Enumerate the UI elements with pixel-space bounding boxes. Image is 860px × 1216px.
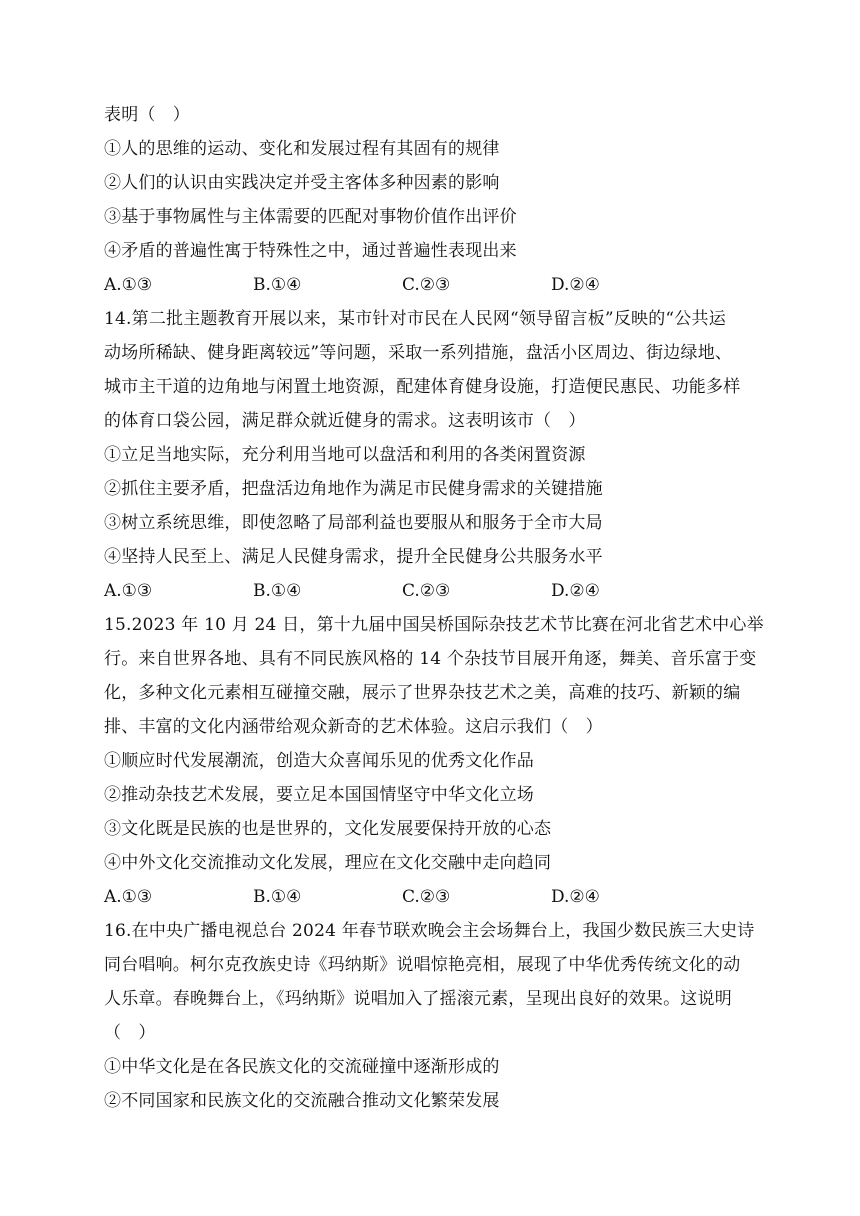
q15-options bbox=[104, 880, 764, 914]
q16-stem-line-2: 同台唱响。柯尔克孜族史诗《玛纳斯》说唱惊艳亮相，展现了中华优秀传统文化的动 bbox=[104, 955, 741, 975]
q14-stem-line-3: 城市主干道的边角地与闲置土地资源，配建体育健身设施，打造便民惠民、功能多样 bbox=[104, 377, 741, 397]
q14-stem-line-4: 的体育口袋公园，满足群众就近健身的需求。这表明该市（ ） bbox=[104, 411, 586, 431]
q13-item-1: ①人的思维的运动、变化和发展过程有其固有的规律 bbox=[104, 139, 500, 159]
q14-option-c: C.②③ bbox=[402, 581, 451, 601]
q14-item-4: ④坚持人民至上、满足人民健身需求，提升全民健身公共服务水平 bbox=[104, 547, 603, 567]
q14-item-2: ②抓住主要矛盾，把盘活边角地作为满足市民健身需求的关键措施 bbox=[104, 479, 603, 499]
q16-stem-line-4: （ ） bbox=[104, 1023, 156, 1043]
q15-option-c: C.②③ bbox=[402, 887, 451, 907]
q14-stem-line-1: 14.第二批主题教育开展以来，某市针对市民在人民网“领导留言板”反映的“公共运 bbox=[104, 309, 726, 329]
q15-option-d: D.②④ bbox=[551, 887, 600, 907]
q14-item-1: ①立足当地实际，充分利用当地可以盘活和利用的各类闲置资源 bbox=[104, 445, 586, 465]
q13-item-4: ④矛盾的普遍性寓于特殊性之中，通过普遍性表现出来 bbox=[104, 241, 517, 261]
q14-option-d: D.②④ bbox=[551, 581, 600, 601]
q13-option-b: B.①④ bbox=[253, 275, 302, 295]
question-content bbox=[104, 98, 764, 1118]
q16-stem-line-3: 人乐章。春晚舞台上，《玛纳斯》说唱加入了摇滚元素，呈现出良好的效果。这说明 bbox=[104, 989, 732, 1009]
q13-item-3: ③基于事物属性与主体需要的匹配对事物价值作出评价 bbox=[104, 207, 517, 227]
q13-option-c: C.②③ bbox=[402, 275, 451, 295]
q15-stem-line-4: 排、丰富的文化内涵带给观众新奇的艺术体验。这启示我们（ ） bbox=[104, 717, 603, 737]
q15-stem-line-2: 行。来自世界各地、具有不同民族风格的 14 个杂技节目展开角逐，舞美、音乐富于变 bbox=[104, 649, 757, 669]
q16-item-2: ②不同国家和民族文化的交流融合推动文化繁荣发展 bbox=[104, 1091, 500, 1111]
q13-options bbox=[104, 268, 764, 302]
q14-item-3: ③树立系统思维，即使忽略了局部利益也要服从和服务于全市大局 bbox=[104, 513, 603, 533]
q15-option-b: B.①④ bbox=[253, 887, 302, 907]
q13-item-2: ②人们的认识由实践决定并受主客体多种因素的影响 bbox=[104, 173, 500, 193]
q15-item-2: ②推动杂技艺术发展，要立足本国国情坚守中华文化立场 bbox=[104, 785, 534, 805]
q15-option-a: A.①③ bbox=[104, 887, 153, 907]
q14-options bbox=[104, 574, 764, 608]
q15-item-1: ①顺应时代发展潮流，创造大众喜闻乐见的优秀文化作品 bbox=[104, 751, 534, 771]
q13-option-a: A.①③ bbox=[104, 275, 153, 295]
q15-item-3: ③文化既是民族的也是世界的，文化发展要保持开放的心态 bbox=[104, 819, 552, 839]
q14-option-a: A.①③ bbox=[104, 581, 153, 601]
q16-item-1: ①中华文化是在各民族文化的交流碰撞中逐渐形成的 bbox=[104, 1057, 500, 1077]
q15-item-4: ④中外文化交流推动文化发展，理应在文化交融中走向趋同 bbox=[104, 853, 552, 873]
q13-stem-tail: 表明（ ） bbox=[104, 105, 190, 125]
q13-option-d: D.②④ bbox=[551, 275, 600, 295]
q14-stem-line-2: 动场所稀缺、健身距离较远”等问题，采取一系列措施，盘活小区周边、街边绿地、 bbox=[104, 343, 733, 363]
q15-stem-line-3: 化，多种文化元素相互碰撞交融，展示了世界杂技艺术之美，高难的技巧、新颖的编 bbox=[104, 683, 741, 703]
q14-option-b: B.①④ bbox=[253, 581, 302, 601]
q15-stem-line-1: 15.2023 年 10 月 24 日，第十九届中国吴桥国际杂技艺术节比赛在河北省艺术中心举 bbox=[104, 615, 764, 635]
q16-stem-line-1: 16.在中央广播电视总台 2024 年春节联欢晚会主会场舞台上，我国少数民族三大史诗 bbox=[104, 921, 755, 941]
